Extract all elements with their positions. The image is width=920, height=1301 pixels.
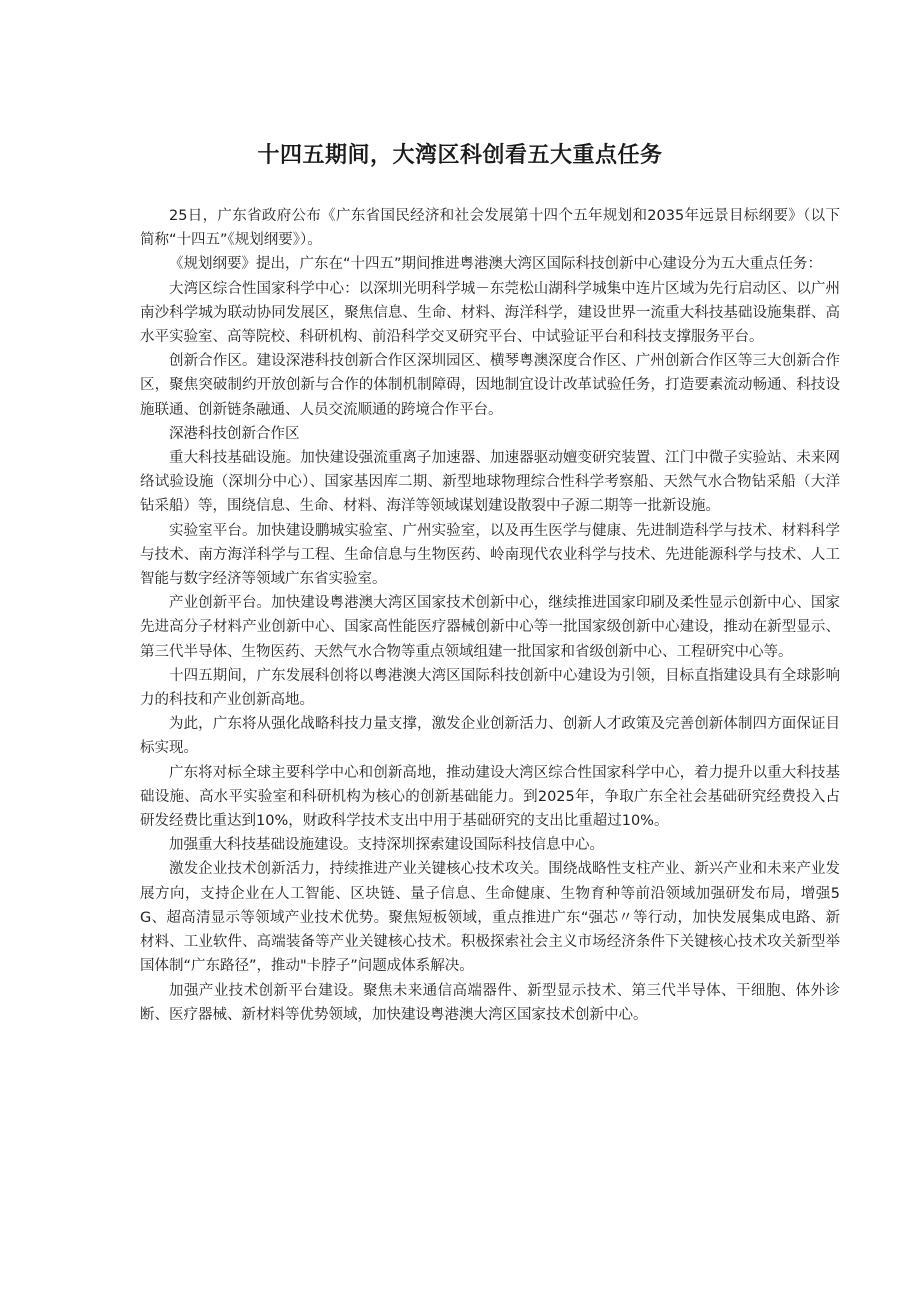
paragraph: 实验室平台。加快建设鹏城实验室、广州实验室，以及再生医学与健康、先进制造科学与技术、材料科学与技术、南方海洋科学与工程、生命信息与生物医药、岭南现代农业科学与技术、先进能源科学与技术、人工智能与数字经济等领域广东省实验室。	[140, 522, 840, 588]
paragraph: 创新合作区。建设深港科技创新合作区深圳园区、横琴粤澳深度合作区、广州创新合作区等三大创新合作区，聚焦突破制约开放创新与合作的体制机制障碍，因地制宜设计改革试验任务，打造要素流动畅通、科技设施联通、创新链条融通、人员交流顺通的跨境合作平台。	[140, 353, 840, 418]
document-body	[140, 204, 840, 1027]
paragraph: 十四五期间，广东发展科创将以粤港澳大湾区国际科技创新中心建设为引领，目标直指建设具有全球影响力的科技和产业创新高地。	[140, 667, 840, 709]
document-title: 十四五期间，大湾区科创看五大重点任务	[257, 143, 663, 168]
paragraph: 《规划纲要》提出，广东在“十四五”期间推进粤港澳大湾区国际科技创新中心建设分为五大重点任务：	[169, 256, 823, 273]
paragraph: 加强产业技术创新平台建设。聚焦未来通信高端器件、新型显示技术、第三代半导体、干细胞、体外诊断、医疗器械、新材料等优势领域，加快建设粤港澳大湾区国家技术创新中心。	[140, 982, 840, 1023]
paragraph: 25日，广东省政府公布《广东省国民经济和社会发展第十四个五年规划和2035年远景目标纲要》（以下简称“十四五”《规划纲要》）。	[140, 208, 840, 249]
section-heading: 深港科技创新合作区	[169, 425, 300, 442]
paragraph: 广东将对标全球主要科学中心和创新高地，推动建设大湾区综合性国家科学中心，着力提升以重大科技基础设施、高水平实验室和科研机构为核心的创新基础能力。到2025年，争取广东全社会基础研究经费投入占研发经费比重达到10%，财政科学技术支出中用于基础研究的支出比重超过10%。	[140, 764, 840, 830]
paragraph: 加强重大科技基础设施建设。支持深圳探索建设国际科技信息中心。	[169, 837, 604, 854]
paragraph: 为此，广东将从强化战略科技力量支撑，激发企业创新活力、创新人才政策及完善创新体制四方面保证目标实现。	[140, 716, 840, 757]
paragraph: 重大科技基础设施。加快建设强流重离子加速器、加速器驱动嬗变研究装置、江门中微子实验站、未来网络试验设施（深圳分中心）、国家基因库二期、新型地球物理综合性科学考察船、天然气水合物钻采船（大洋钻采船）等，围绕信息、生命、材料、海洋等领域谋划建设散裂中子源二期等一批新设施。	[140, 450, 840, 515]
paragraph: 产业创新平台。加快建设粤港澳大湾区国家技术创新中心，继续推进国家印刷及柔性显示创新中心、国家先进高分子材料产业创新中心、国家高性能医疗器械创新中心等一批国家级创新中心建设，推动在新型显示、第三代半导体、生物医药、天然气水合物等重点领域组建一批国家和省级创新中心、工程研究中心等。	[140, 595, 840, 660]
paragraph: 激发企业技术创新活力，持续推进产业关键核心技术攻关。围绕战略性支柱产业、新兴产业和未来产业发展方向，支持企业在人工智能、区块链、量子信息、生命健康、生物育种等前沿领域加强研发布局，增强5G、超高清显示等领域产业技术优势。聚焦短板领域，重点推进广东“强芯〃等行动，加快发展集成电路、新材料、工业软件、高端装备等产业关键核心技术。积极探索社会主义市场经济条件下关键核心技术攻关新型举国体制“广东路径”，推动"卡脖子”问题成体系解决。	[140, 861, 840, 975]
paragraph: 大湾区综合性国家科学中心：以深圳光明科学城－东莞松山湖科学城集中连片区域为先行启动区、以广州南沙科学城为联动协同发展区，聚焦信息、生命、材料、海洋科学，建设世界一流重大科技基础设施集群、高水平实验室、高等院校、科研机构、前沿科学交叉研究平台、中试验证平台和科技支撑服务平台。	[140, 280, 840, 346]
